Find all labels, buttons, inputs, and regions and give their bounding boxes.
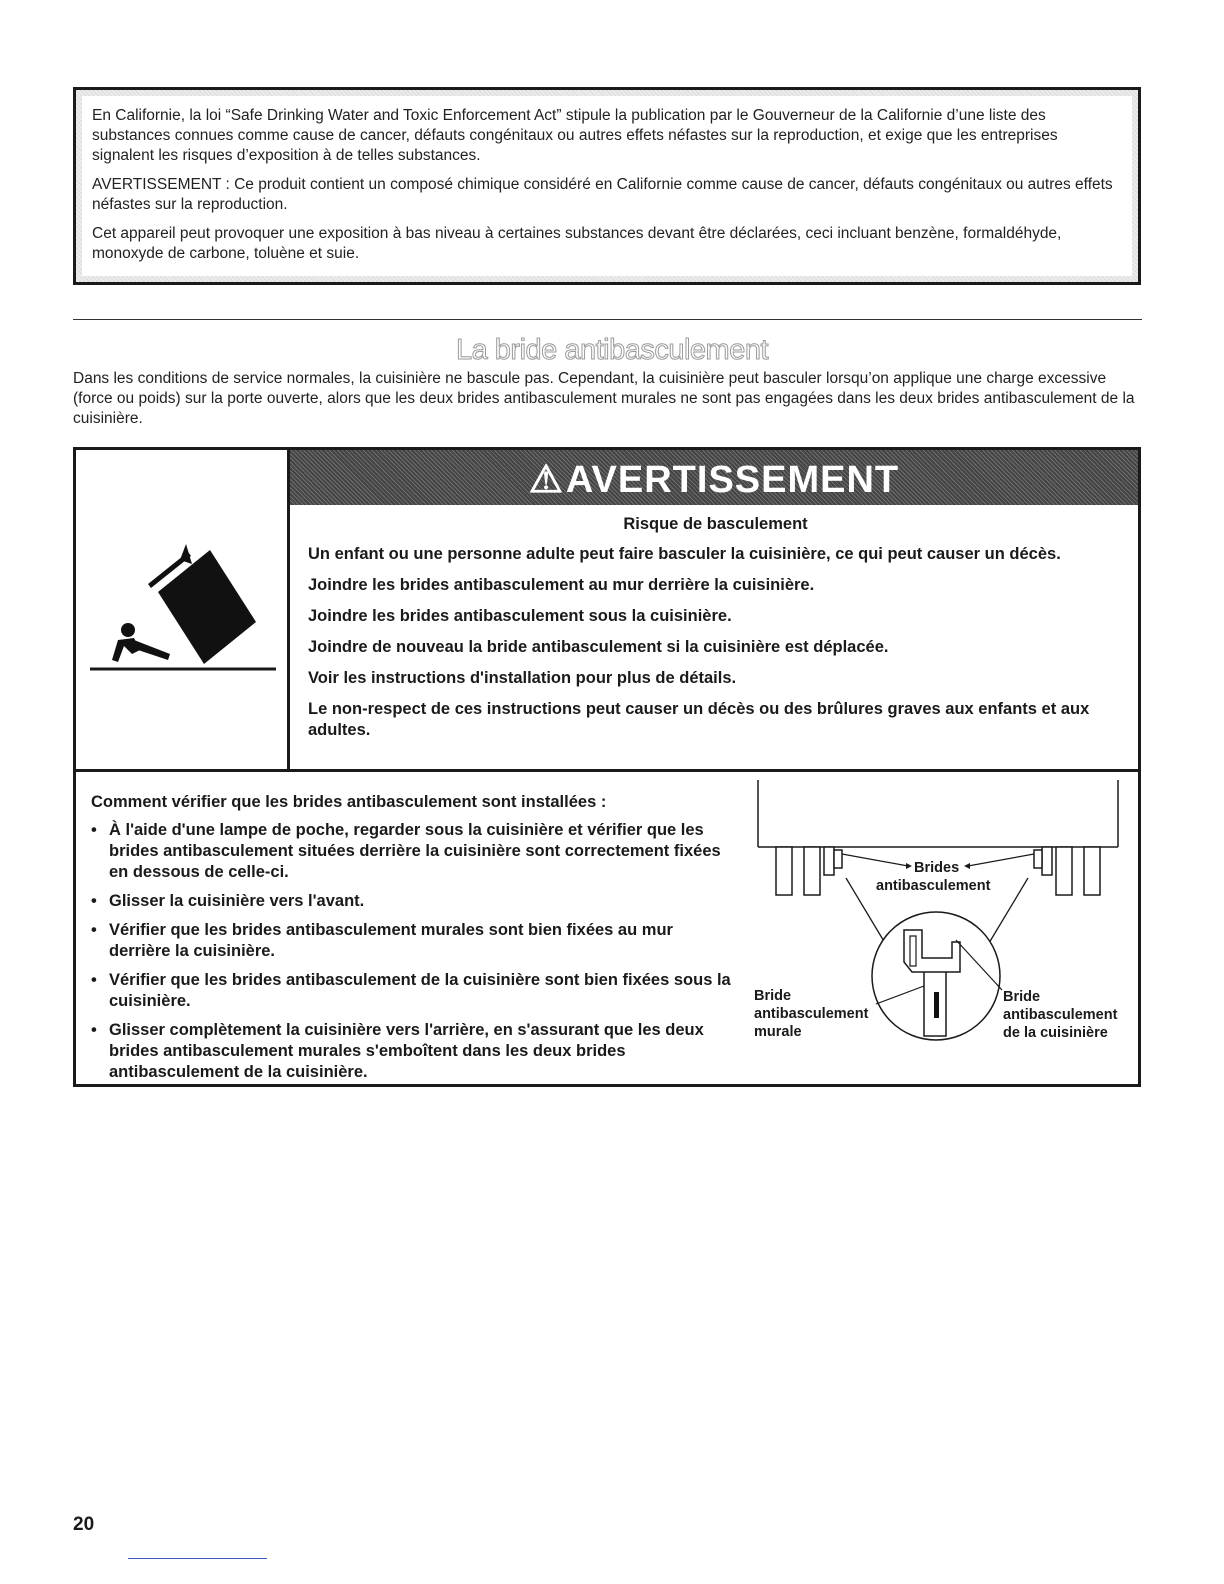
list-item-text: Vérifier que les brides antibasculement de la cuisinière sont bien fixées sous la cuisinière.: [109, 971, 731, 1010]
label-wall-bracket-line3: murale: [754, 1024, 802, 1040]
list-item: [91, 920, 731, 962]
bullet: •: [91, 1021, 97, 1039]
footer-link-line: [128, 1558, 267, 1559]
prop65-paragraph-1: En Californie, la loi “Safe Drinking Water and Toxic Enforcement Act” stipule la publication par le Gouverneur de la Californie d’une liste des substances connues comme cause de cancer, défauts congénitaux ou autres effets néfastes sur la reproduction, et exige que les entreprises signalent les risques d’exposition à de telles substances.: [92, 107, 1058, 164]
tip-over-pictogram-panel: [76, 450, 290, 769]
list-item-text: Glisser la cuisinière vers l'avant.: [109, 892, 365, 910]
label-wall-bracket-line2: antibasculement: [754, 1006, 869, 1022]
page-number: 20: [73, 1514, 95, 1535]
verification-heading: Comment vérifier que les brides antibasculement sont installées :: [91, 793, 607, 811]
verification-list: [91, 820, 731, 1083]
label-wall-bracket-line1: Bride: [754, 988, 792, 1004]
label-range-bracket-line1: Bride: [1003, 989, 1041, 1005]
anti-tip-bracket-diagram: [746, 780, 1136, 1080]
warning-line-4: Joindre de nouveau la bride antibasculement si la cuisinière est déplacée.: [308, 638, 889, 656]
bullet: •: [91, 971, 97, 989]
label-range-bracket-line2: antibasculement: [1003, 1007, 1118, 1023]
bullet: •: [91, 892, 97, 910]
bullet: •: [91, 921, 97, 939]
warning-line-2: Joindre les brides antibasculement au mur derrière la cuisinière.: [308, 576, 815, 594]
label-brides-line1: Brides: [914, 860, 960, 876]
label-range-bracket-line3: de la cuisinière: [1003, 1025, 1108, 1041]
warning-line-5: Voir les instructions d'installation pour plus de détails.: [308, 669, 737, 687]
verification-steps: [91, 792, 731, 1091]
signal-word-label: [529, 459, 899, 501]
list-item-text: À l'aide d'une lampe de poche, regarder sous la cuisinière et vérifier que les brides antibasculement situées derrière la cuisinière sont correctement fixées en dessous de celle-ci.: [109, 821, 721, 881]
warning-messages: [308, 514, 1123, 751]
prop65-notice-content: [82, 96, 1132, 276]
warning-line-3: Joindre les brides antibasculement sous la cuisinière.: [308, 607, 732, 625]
section-title: La bride antibasculement: [455, 334, 769, 366]
list-item-text: Vérifier que les brides antibasculement murales sont bien fixées au mur derrière la cuisinière.: [109, 921, 673, 960]
warning-line-6: Le non-respect de ces instructions peut causer un décès ou des brûlures graves aux enfants et aux adultes.: [308, 700, 1090, 739]
warning-box: [73, 447, 1141, 1087]
warning-triangle-icon: ⚠: [528, 459, 564, 501]
bullet: •: [91, 821, 97, 839]
warning-box-divider: [76, 769, 1138, 772]
section-divider: [73, 319, 1142, 320]
section-intro: Dans les conditions de service normales, la cuisinière ne bascule pas. Cependant, la cuisinière peut basculer lorsqu’on applique une charge excessive (force ou poids) sur la porte ouverte, alors que les deux brides antibasculement murales ne sont pas engagées dans les deux brides antibasculement de la cuisinière.: [73, 370, 1135, 427]
prop65-paragraph-2: AVERTISSEMENT : Ce produit contient un composé chimique considéré en Californie comme cause de cancer, défauts congénitaux ou autres effets néfastes sur la reproduction.: [92, 176, 1113, 213]
list-item: [91, 891, 731, 912]
list-item-text: Glisser complètement la cuisinière vers l'arrière, en s'assurant que les deux brides antibasculement murales s'emboîtent dans les deux brides antibasculement de la cuisinière.: [109, 1021, 704, 1081]
warning-line-1: Un enfant ou une personne adulte peut faire basculer la cuisinière, ce qui peut causer un décès.: [308, 545, 1061, 563]
list-item: [91, 1020, 731, 1083]
label-brides-line2: antibasculement: [876, 878, 991, 894]
list-item: [91, 970, 731, 1012]
signal-word-panel: [290, 450, 1138, 505]
tip-over-hazard-pictogram: [88, 542, 278, 682]
prop65-paragraph-3: Cet appareil peut provoquer une exposition à bas niveau à certaines substances devant être déclarées, ceci incluant benzène, formaldéhyde, monoxyde de carbone, toluène et suie.: [92, 225, 1062, 262]
prop65-notice-box: [73, 87, 1141, 285]
hazard-title: Risque de basculement: [623, 515, 808, 533]
list-item: [91, 820, 731, 883]
signal-word-text: AVERTISSEMENT: [565, 459, 900, 501]
